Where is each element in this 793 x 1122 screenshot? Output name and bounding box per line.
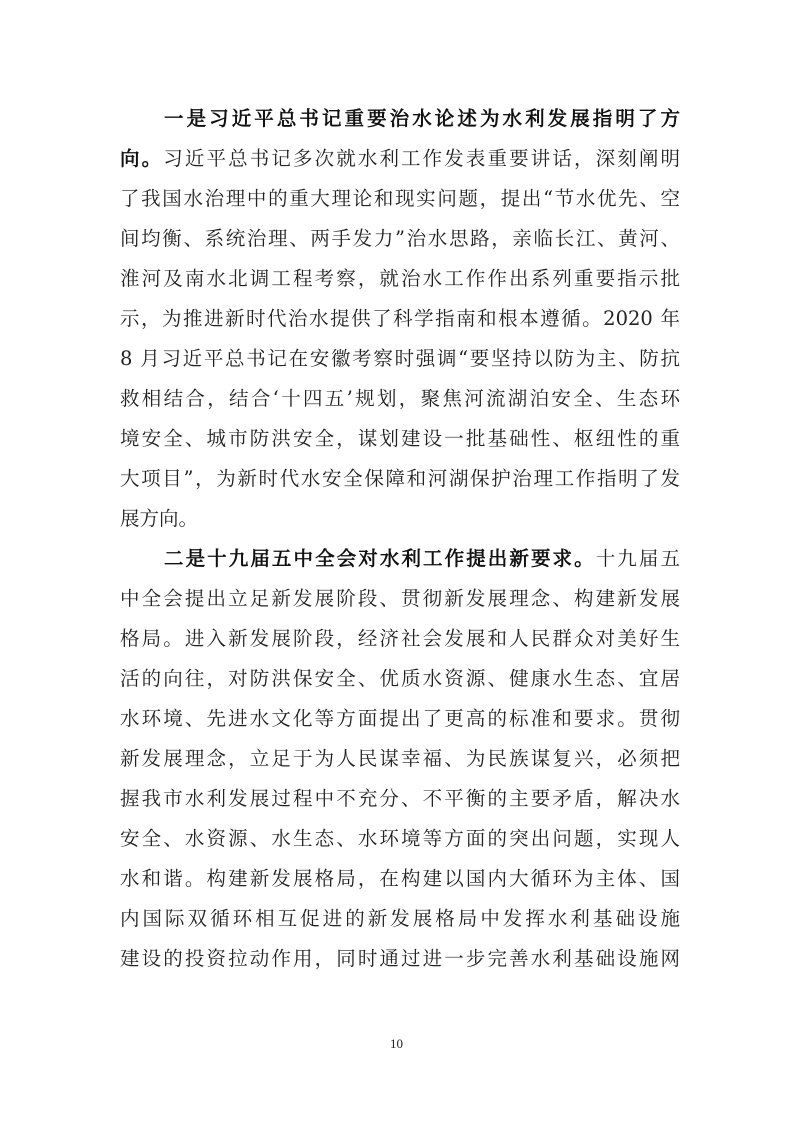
paragraph-2-line: 内国际双循环相互促进的新发展格局中发挥水利基础设施 (120, 907, 680, 930)
paragraph-1-text: 习近平总书记多次就水利工作发表重要讲话，深刻阐明 (163, 147, 680, 170)
paragraph-2-line: 水和谐。构建新发展格局，在构建以国内大循环为主体、国 (120, 867, 680, 890)
paragraph-2-line: 水环境、先进水文化等方面提出了更高的标准和要求。贯彻 (120, 707, 680, 730)
paragraph-1-line: 救相结合，结合‘十四五’规划，聚焦河流湖泊安全、生态环 (120, 387, 680, 410)
page-number: 10 (390, 1036, 403, 1051)
paragraph-2-heading-line (164, 539, 680, 579)
paragraph-2-heading: 二是十九届五中全会对水利工作提出新要求。 (164, 547, 596, 570)
paragraph-1-line: 了我国水治理中的重大理论和现实问题，提出“节水优先、空 (120, 187, 680, 210)
paragraph-1-line: 展方向。 (120, 507, 199, 530)
paragraph-2-line: 中全会提出立足新发展阶段、贯彻新发展理念、构建新发展 (120, 587, 680, 610)
paragraph-1-line: 大项目”，为新时代水安全保障和河湖保护治理工作指明了发 (120, 467, 680, 490)
paragraph-1-line (120, 139, 680, 179)
paragraph-1-heading-part1: 一是习近平总书记重要治水论述为水利发展指明了方 (164, 107, 680, 130)
paragraph-2-line: 新发展理念，立足于为人民谋幸福、为民族谋复兴，必须把 (120, 747, 680, 770)
paragraph-2-line: 安全、水资源、水生态、水环境等方面的突出问题，实现人 (120, 827, 680, 850)
paragraph-2-line: 建设的投资拉动作用，同时通过进一步完善水利基础设施网 (120, 947, 680, 970)
paragraph-2-text: 十九届五 (595, 547, 680, 570)
paragraph-1-heading-part2: 向。 (120, 147, 164, 170)
paragraph-2-line: 格局。进入新发展阶段，经济社会发展和人民群众对美好生 (120, 627, 680, 650)
paragraph-1-line: 8 月习近平总书记在安徽考察时强调“要坚持以防为主、防抗 (120, 347, 680, 370)
paragraph-1-line: 间均衡、系统治理、两手发力”治水思路，亲临长江、黄河、 (120, 227, 680, 250)
paragraph-2-line: 握我市水利发展过程中不充分、不平衡的主要矛盾，解决水 (120, 787, 680, 810)
paragraph-1-line: 示，为推进新时代治水提供了科学指南和根本遵循。2020 年 (120, 307, 680, 330)
paragraph-1-line: 淮河及南水北调工程考察，就治水工作作出系列重要指示批 (120, 267, 680, 290)
paragraph-1-heading-line (164, 99, 680, 139)
paragraph-2-line: 活的向往，对防洪保安全、优质水资源、健康水生态、宜居 (120, 667, 680, 690)
paragraph-1-line: 境安全、城市防洪安全，谋划建设一批基础性、枢纽性的重 (120, 427, 680, 450)
